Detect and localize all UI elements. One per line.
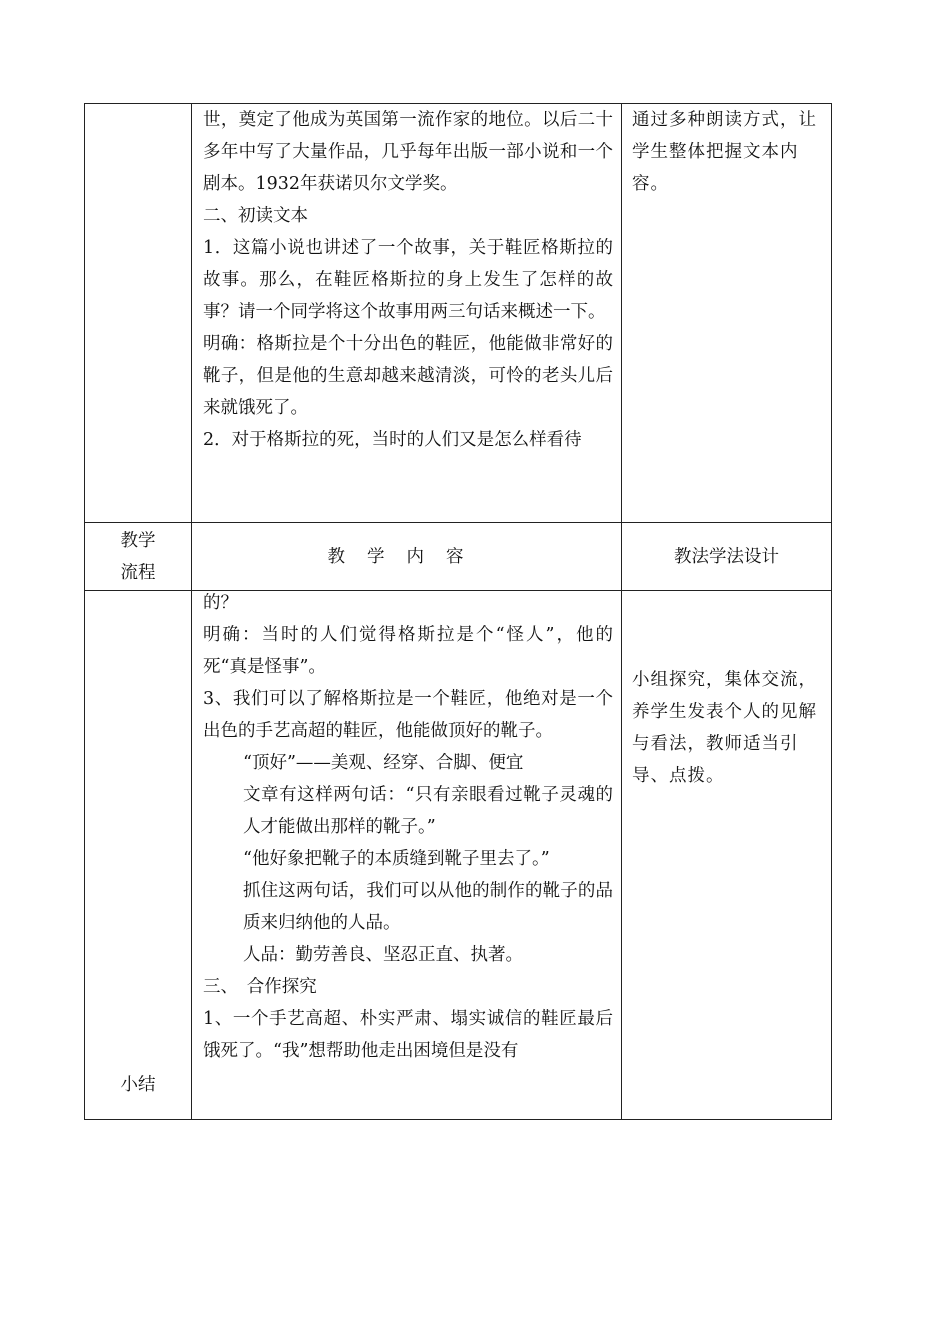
heading-first-reading: 二、初读文本 [203, 206, 308, 226]
quote-second: “他好象把靴子的本质缝到靴子里去了。” [243, 849, 550, 869]
method-cell [622, 104, 832, 523]
answer-2: 明确：当时的人们觉得格斯拉是个“怪人”，他的死“真是怪事”。 [203, 625, 613, 677]
content-cell [192, 591, 622, 1120]
grasp-sentences: 抓住这两句话，我们可以从他的制作的靴子的品质来归纳他的人品。 [243, 881, 613, 933]
method-text: 小组探究，集体交流，养学生发表个人的见解与看法，教师适当引导、点拨。 [632, 670, 817, 786]
flow-cell-summary [85, 591, 192, 1120]
quote-best: “顶好”——美观、经穿、合脚、便宜 [243, 753, 524, 773]
content-cell [192, 104, 622, 523]
character-traits: 人品：勤劳善良、坚忍正直、执著。 [243, 945, 523, 965]
answer-1: 明确：格斯拉是个十分出色的鞋匠，他能做非常好的靴子，但是他的生意却越来越清淡，可怜的老头儿后来就饿死了。 [203, 334, 613, 418]
method-cell [622, 591, 832, 1120]
point-1: 1、一个手艺高超、朴实严肃、塌实诚信的鞋匠最后饿死了。“我”想帮助他走出困境但是没有 [203, 1009, 613, 1061]
question-2: 2．对于格斯拉的死，当时的人们又是怎么样看待 [203, 430, 582, 450]
summary-label: 小结 [120, 1075, 156, 1095]
header-flow: 教学流程 [85, 523, 192, 591]
header-content: 教学内容 [192, 523, 622, 591]
lesson-plan-table [84, 103, 832, 1120]
table-row-section1 [85, 104, 832, 523]
table-header-row [85, 523, 832, 591]
heading-cooperative: 三、 合作探究 [203, 977, 317, 997]
point-3: 3、我们可以了解格斯拉是一个鞋匠，他绝对是一个出色的手艺高超的鞋匠，他能做顶好的靴子。 [203, 689, 613, 741]
paragraph-author-bio: 世，奠定了他成为英国第一流作家的地位。以后二十多年中写了大量作品，几乎每年出版一部小说和一个剧本。1932年获诺贝尔文学奖。 [203, 110, 613, 194]
quote-intro: 文章有这样两句话：“只有亲眼看过靴子灵魂的人才能做出那样的靴子。” [243, 785, 613, 837]
continuation: 的？ [203, 593, 238, 613]
header-method: 教法学法设计 [622, 523, 832, 591]
table-row-section2 [85, 591, 832, 1120]
method-text: 通过多种朗读方式，让学生整体把握文本内容。 [632, 110, 817, 194]
flow-cell-empty [85, 104, 192, 523]
question-1: 1．这篇小说也讲述了一个故事，关于鞋匠格斯拉的故事。那么，在鞋匠格斯拉的身上发生了怎样的故事？请一个同学将这个故事用两三句话来概述一下。 [203, 238, 613, 322]
